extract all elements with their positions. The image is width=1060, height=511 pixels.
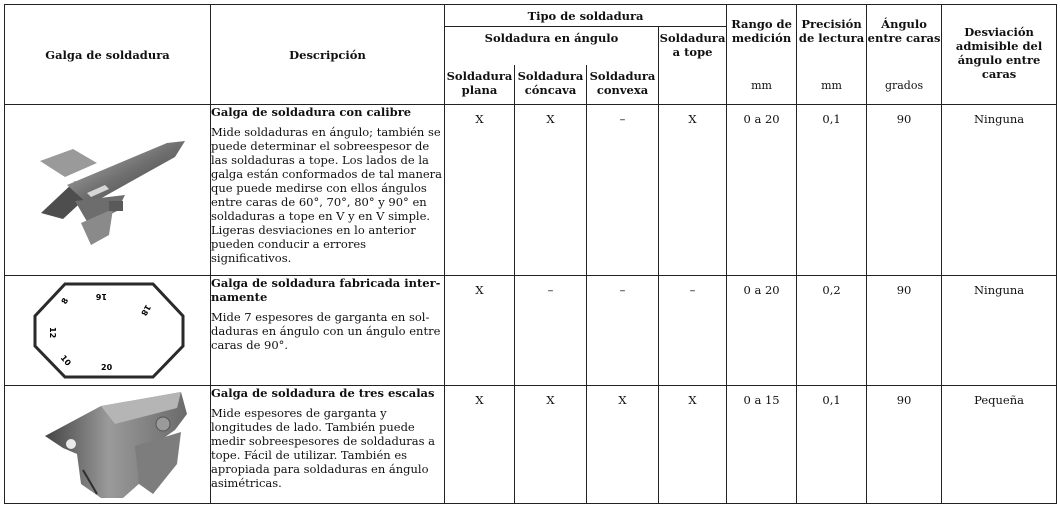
gauge-mark: 20 — [101, 363, 113, 372]
header-description: Descripción — [211, 5, 445, 105]
header-range-label: Rango de medición — [731, 17, 792, 45]
cell-flat: X — [445, 105, 515, 276]
row-body: Mide 7 espesores de garganta en sol-daduras en ángulo con un ángulo entre caras de 90°. — [211, 310, 441, 352]
header-concave: Soldadura cóncava — [515, 65, 587, 105]
header-gauge: Galga de soldadura — [5, 5, 211, 105]
cell-concave: X — [515, 386, 587, 504]
header-precision-label: Precisión de lectura — [798, 17, 865, 45]
cell-butt: X — [659, 386, 727, 504]
header-flat: Soldadura plana — [445, 65, 515, 105]
cell-butt: X — [659, 105, 727, 276]
cell-deviation: Pequeña — [942, 386, 1057, 504]
header-range — [727, 5, 797, 105]
cell-angle: 90 — [867, 386, 942, 504]
table-row — [5, 105, 1057, 276]
header-angle-unit: grados — [884, 79, 924, 92]
header-precision-unit: mm — [821, 79, 842, 92]
cell-convex: – — [587, 276, 659, 386]
row-title: Galga de soldadura de tres escalas — [211, 386, 435, 400]
cell-concave: X — [515, 105, 587, 276]
description-cell — [211, 276, 445, 386]
gauge-image-three-scales — [5, 386, 211, 504]
weld-gauge-table — [4, 4, 1057, 504]
row-title: Galga de soldadura con calibre — [211, 105, 412, 119]
gauge-image-calibre — [5, 105, 211, 276]
cell-range: 0 a 15 — [727, 386, 797, 504]
three-scale-gauge-illustration — [5, 386, 211, 504]
header-angle-label: Ángulo entre caras — [867, 17, 941, 45]
row-title: Galga de soldadura fabricada inter-namente — [211, 276, 441, 304]
cell-precision: 0,1 — [797, 386, 867, 504]
gauge-mark: 18 — [139, 303, 153, 318]
description-cell — [211, 386, 445, 504]
cell-concave: – — [515, 276, 587, 386]
gauge-mark: 16 — [95, 292, 107, 301]
header-butt-label: Soldadura a tope — [659, 31, 726, 59]
header-fillet: Soldadura en ángulo — [445, 27, 659, 65]
gauge-mark: 12 — [48, 327, 57, 339]
table-row — [5, 276, 1057, 386]
cell-angle: 90 — [867, 105, 942, 276]
cell-deviation: Ninguna — [942, 276, 1057, 386]
row-body: Mide espesores de garganta y longitudes de lado. También puede medir sobreespesores de soldaduras a tope. Fácil de utilizar. También es apropiada para soldaduras en ángulo asimétricas. — [211, 406, 436, 490]
cell-precision: 0,2 — [797, 276, 867, 386]
cell-precision: 0,1 — [797, 105, 867, 276]
gauge-image-internal — [5, 276, 211, 386]
cell-butt: – — [659, 276, 727, 386]
header-weld-type: Tipo de soldadura — [445, 5, 727, 27]
octagon-gauge-illustration — [5, 276, 211, 386]
cell-range: 0 a 20 — [727, 105, 797, 276]
header-butt — [659, 27, 727, 105]
cell-range: 0 a 20 — [727, 276, 797, 386]
cell-flat: X — [445, 386, 515, 504]
cell-convex: – — [587, 105, 659, 276]
description-cell — [211, 105, 445, 276]
cell-deviation: Ninguna — [942, 105, 1057, 276]
row-body: Mide soldaduras en ángulo; también se puede determinar el sobreespesor de las soldaduras a tope. Los lados de la galga están conformados de tal manera que puede medirse con ellos ángulos entre caras de 60°, 70°, 80° y 90° en soldaduras a tope en V y en V simple. Ligeras desviaciones en lo anterior pueden conducir a errores significativos. — [211, 125, 443, 265]
header-range-unit: mm — [751, 79, 772, 92]
cell-convex: X — [587, 386, 659, 504]
header-deviation: Desviación admisible del ángulo entre caras — [942, 5, 1057, 105]
calibre-gauge-illustration — [5, 105, 211, 276]
cell-angle: 90 — [867, 276, 942, 386]
header-angle — [867, 5, 942, 105]
gauge-mark: 8 — [59, 296, 71, 306]
header-precision — [797, 5, 867, 105]
table-row — [5, 386, 1057, 504]
gauge-mark: 10 — [58, 353, 73, 368]
cell-flat: X — [445, 276, 515, 386]
header-convex: Soldadura convexa — [587, 65, 659, 105]
